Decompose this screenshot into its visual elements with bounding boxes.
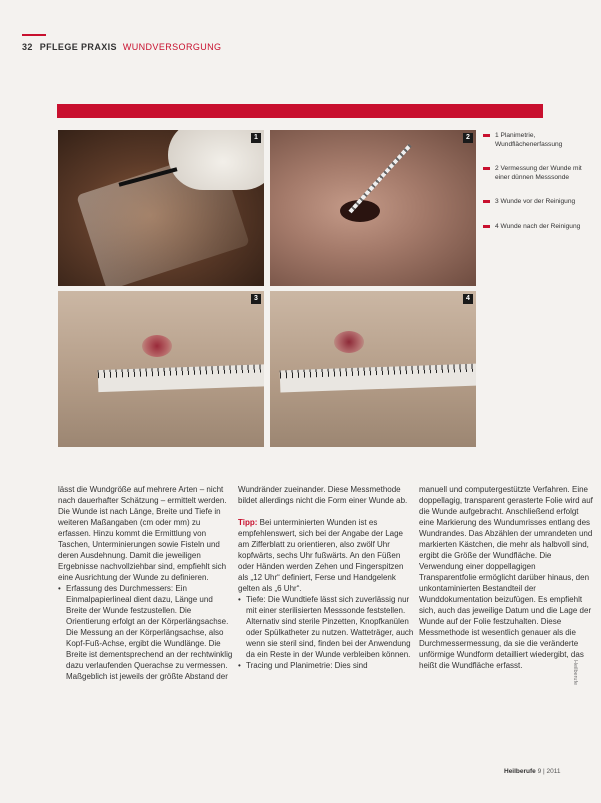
page-number: 32 bbox=[22, 42, 33, 52]
photo-badge: 4 bbox=[463, 294, 473, 304]
wound-area bbox=[142, 335, 172, 357]
caption-text: Vermessung der Wunde mit einer dünnen Messsonde bbox=[495, 165, 582, 181]
caption-marker bbox=[483, 225, 490, 228]
bullet-paragraph: • Erfassung des Durchmessers: Ein Einmalpapierlineal dient dazu, Länge und Breite der Wunde festzustellen. Die Orientierung erfolgt an der Körperlängsachse. Die Messung an der Körperlängsachse, also Kopf-Fuß-Achse, ergibt die Wundlänge. Die Breite ist dementsprechend an der rechtwinklig dazu verlaufenden Querachse zu vermessen. Maßgeblich ist jeweils der größte Abstand der bbox=[58, 583, 234, 682]
body-column-1 bbox=[58, 484, 234, 682]
photo-badge: 1 bbox=[251, 133, 261, 143]
caption-marker bbox=[483, 167, 490, 170]
tip-label: Tipp: bbox=[238, 518, 258, 527]
page-header bbox=[22, 42, 221, 52]
caption-item bbox=[483, 198, 588, 207]
issue-number: 9 | 2011 bbox=[537, 768, 561, 775]
page-footer bbox=[504, 768, 561, 775]
journal-name: Heilberufe bbox=[504, 768, 536, 775]
caption-label: 2 bbox=[495, 165, 499, 172]
paper-ruler bbox=[98, 364, 264, 392]
photo-probe-measurement bbox=[270, 130, 476, 286]
paragraph: Wundränder zueinander. Diese Messmethode bildet allerdings nicht die Form einer Wunde ab. bbox=[238, 485, 408, 505]
caption-text: Wunde nach der Reinigung bbox=[500, 222, 581, 230]
caption-label: 1 bbox=[495, 132, 499, 139]
wound-area bbox=[334, 331, 364, 353]
paragraph: manuell und computergestützte Verfahren. Eine doppellagig, transparent gerasterte Folie wird auf die Wunde aufgebracht. Anschließend erfolgt eine Markierung des Wundumrisses entlang des Wundrandes. Das Abzählen der umrandeten und markierten Kästchen, die mehr als halbvoll sind, ergibt die Größe der Wundfläche. Die Verwendung einer doppellagigen Transparentfolie ermöglicht darüber hinaus, den unkontaminierten Bestandteil der Wunddokumentation beizufügen. Es empfiehlt sich, auch das jeweilige Datum und die Lage der Wunde auf der Folie festzuhalten. Diese Messmethode ist wesentlich genauer als die Durchmessermessung, da sie die veränderte unförmige Wundform detailliert wiedergibt, das heißt die Wundfläche erfasst. bbox=[419, 485, 593, 670]
photo-badge: 2 bbox=[463, 133, 473, 143]
caption-label: 3 bbox=[495, 198, 499, 205]
caption-item bbox=[483, 132, 588, 149]
caption-text: Wunde vor der Reinigung bbox=[500, 198, 576, 205]
paper-ruler bbox=[280, 364, 476, 393]
caption-item bbox=[483, 223, 588, 232]
photo-badge: 3 bbox=[251, 294, 261, 304]
body-column-2 bbox=[238, 484, 414, 671]
photo-before-cleaning bbox=[58, 291, 264, 447]
bullet-paragraph: • Tracing und Planimetrie: Dies sind bbox=[238, 660, 414, 671]
section-title: PFLEGE PRAXIS bbox=[39, 42, 117, 52]
caption-label: 4 bbox=[495, 222, 499, 230]
photo-captions bbox=[483, 132, 588, 247]
gloved-hand bbox=[168, 130, 264, 190]
tip-paragraph bbox=[238, 517, 414, 594]
paragraph: lässt die Wundgröße auf mehrere Arten – nicht nach dauerhafter Schätzung – ermittelt werden. Die Wunde ist nach Länge, Breite und Tiefe in weiteren Maßangaben (cm oder mm) zu erfassen. Hinzu kommt die Ermittlung von Taschen, Unterminierungen sowie Fisteln und deren Ausdehnung. Damit die jeweiligen Ergebnisse nachvollziehbar sind, empfiehlt sich eine Ausrichtung der Wunde zu definieren. bbox=[58, 485, 227, 582]
body-column-3 bbox=[419, 484, 595, 671]
caption-marker bbox=[483, 200, 490, 203]
red-banner bbox=[57, 104, 543, 118]
tip-text: Bei unterminierten Wunden ist es empfehlenswert, sich bei der Angabe der Lage am Zifferblatt zu orientieren, also zwölf Uhr kopfwärts, sechs Uhr fußwärts. An den Füßen oder Händen werden Zehen und Fingerspitzen als „12 Uhr“ definiert, Ferse und Handgelenk gelten als „6 Uhr“. bbox=[238, 518, 404, 593]
measuring-probe bbox=[349, 144, 412, 214]
subsection-title: WUNDVERSORGUNG bbox=[122, 42, 222, 52]
caption-text: Planimetrie, Wundflächenerfassung bbox=[495, 132, 563, 148]
bullet-paragraph: • Tiefe: Die Wundtiefe lässt sich zuverlässig nur mit einer sterilisierten Messsonde feststellen. Alternativ sind sterile Pinzetten, Knopfkanülen oder Spülkatheter zu nutzen. Watteträger, auch wenn sie steril sind, finden bei der Anwendung da ein Reste in der Wunde verbleiben können. bbox=[238, 594, 414, 660]
photo-after-cleaning bbox=[270, 291, 476, 447]
photo-planimetry bbox=[58, 130, 264, 286]
side-note: Heilberufe bbox=[572, 660, 578, 686]
header-rule bbox=[22, 34, 46, 36]
caption-item bbox=[483, 165, 588, 182]
caption-marker bbox=[483, 134, 490, 137]
